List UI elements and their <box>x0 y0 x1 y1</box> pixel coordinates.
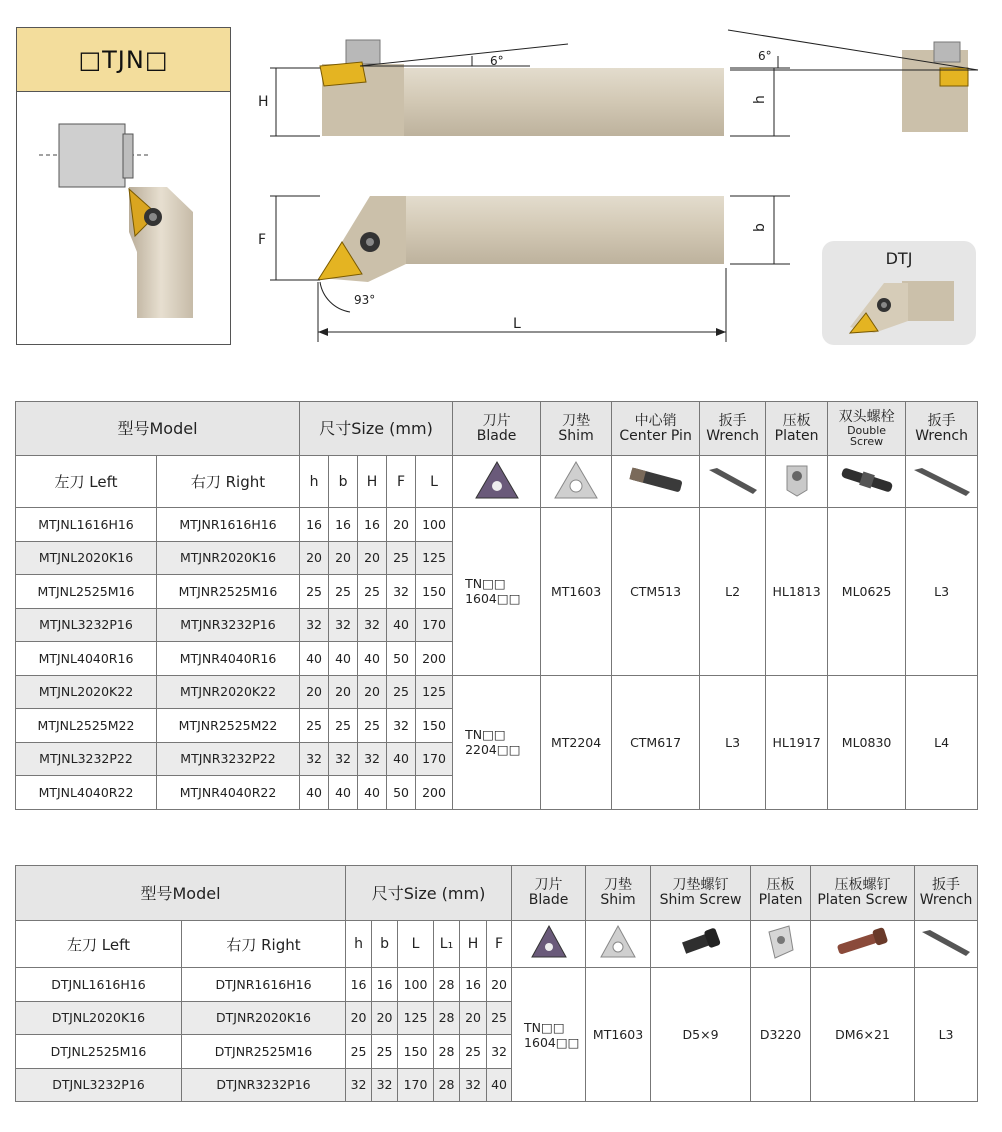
model-cell: MTJNL2525M16 <box>16 575 157 609</box>
wrench-2-image <box>906 456 978 508</box>
model-cell: MTJNR4040R16 <box>157 642 300 676</box>
size-cell: 25 <box>387 675 416 709</box>
size-cell: 16 <box>300 508 329 542</box>
size-cell: 16 <box>372 968 398 1002</box>
col-model: 型号Model <box>16 866 346 921</box>
col-blade: 刀片 Blade <box>453 402 541 456</box>
wrench2-code-cell: L4 <box>906 675 978 809</box>
model-cell: MTJNR2020K22 <box>157 675 300 709</box>
col-F: F <box>487 921 512 968</box>
model-cell: DTJNR3232P16 <box>182 1068 346 1102</box>
wrench-image <box>915 921 978 968</box>
model-cell: DTJNR2525M16 <box>182 1035 346 1069</box>
holder-thumbnail <box>17 92 230 345</box>
size-cell: 40 <box>329 642 358 676</box>
size-cell: 32 <box>358 742 387 776</box>
size-cell: 20 <box>329 541 358 575</box>
center-pin-icon <box>629 467 682 492</box>
screw-code-cell: ML0830 <box>828 675 906 809</box>
wrench-icon <box>709 468 757 494</box>
shimscrew-code-cell: D5×9 <box>651 968 751 1102</box>
col-H: H <box>358 456 387 508</box>
size-cell: 20 <box>487 968 512 1002</box>
platen-code-cell: D3220 <box>751 968 811 1102</box>
wrench-code-cell: L3 <box>700 675 766 809</box>
model-cell: DTJNL1616H16 <box>16 968 182 1002</box>
double-screw-image <box>828 456 906 508</box>
size-cell: 200 <box>416 642 453 676</box>
wrench-2-icon <box>914 468 970 496</box>
blade-code-cell <box>512 968 586 1102</box>
dim-b-label: b <box>752 223 768 232</box>
col-shim-screw: 刀垫螺钉 Shim Screw <box>651 866 751 921</box>
size-cell: 20 <box>387 508 416 542</box>
size-cell: 20 <box>460 1001 487 1035</box>
size-cell: 150 <box>416 709 453 743</box>
shim-code-cell: MT2204 <box>541 675 612 809</box>
size-cell: 125 <box>398 1001 434 1035</box>
platen-image <box>751 921 811 968</box>
size-cell: 28 <box>434 1068 460 1102</box>
model-cell: DTJNL3232P16 <box>16 1068 182 1102</box>
size-cell: 20 <box>358 675 387 709</box>
model-cell: MTJNR3232P22 <box>157 742 300 776</box>
size-cell: 50 <box>387 642 416 676</box>
dtj-label: DTJ <box>885 249 913 268</box>
size-cell: 32 <box>300 608 329 642</box>
size-cell: 100 <box>416 508 453 542</box>
size-cell: 25 <box>300 575 329 609</box>
col-L1: L₁ <box>434 921 460 968</box>
size-cell: 16 <box>460 968 487 1002</box>
col-platen-screw: 压板螺钉 Platen Screw <box>811 866 915 921</box>
platen-image <box>766 456 828 508</box>
size-cell: 16 <box>358 508 387 542</box>
angle-top-label: 6° <box>490 54 504 68</box>
size-cell: 25 <box>300 709 329 743</box>
size-cell: 170 <box>416 742 453 776</box>
col-shim: 刀垫 Shim <box>541 402 612 456</box>
model-cell: MTJNR2525M16 <box>157 575 300 609</box>
size-cell: 25 <box>329 709 358 743</box>
platenscrew-code-cell: DM6×21 <box>811 968 915 1102</box>
dtj-preview-card <box>822 241 976 345</box>
size-cell: 32 <box>358 608 387 642</box>
size-cell: 16 <box>329 508 358 542</box>
size-cell: 32 <box>329 608 358 642</box>
size-cell: 40 <box>387 742 416 776</box>
size-cell: 150 <box>398 1035 434 1069</box>
angle-right-label: 6° <box>758 49 772 63</box>
size-cell: 20 <box>300 541 329 575</box>
shim-code-cell: MT1603 <box>541 508 612 676</box>
model-cell: DTJNL2525M16 <box>16 1035 182 1069</box>
size-cell: 32 <box>372 1068 398 1102</box>
model-cell: DTJNR2020K16 <box>182 1001 346 1035</box>
size-cell: 25 <box>358 575 387 609</box>
insert-icon <box>320 62 366 86</box>
size-cell: 40 <box>300 642 329 676</box>
size-cell: 25 <box>329 575 358 609</box>
table-row <box>16 675 978 709</box>
size-cell: 16 <box>346 968 372 1002</box>
dim-F-label: F <box>258 232 267 248</box>
blade-image <box>453 456 541 508</box>
col-L: L <box>416 456 453 508</box>
size-cell: 20 <box>346 1001 372 1035</box>
wrench-code-cell: L2 <box>700 508 766 676</box>
screw-code-cell: ML0625 <box>828 508 906 676</box>
size-cell: 170 <box>416 608 453 642</box>
size-cell: 40 <box>300 776 329 810</box>
model-cell: MTJNR2020K16 <box>157 541 300 575</box>
blade-code-line: 2204□□ <box>465 742 521 757</box>
size-cell: 50 <box>387 776 416 810</box>
shim-image <box>586 921 651 968</box>
model-cell: MTJNR1616H16 <box>157 508 300 542</box>
wrench2-code-cell: L3 <box>906 508 978 676</box>
col-model: 型号Model <box>16 402 300 456</box>
size-cell: 100 <box>398 968 434 1002</box>
col-center-pin: 中心销 Center Pin <box>612 402 700 456</box>
size-cell: 125 <box>416 675 453 709</box>
platen-code-cell: HL1813 <box>766 508 828 676</box>
size-cell: 20 <box>358 541 387 575</box>
size-cell: 25 <box>346 1035 372 1069</box>
pin-code-cell: CTM617 <box>612 675 700 809</box>
col-size: 尺寸Size (mm) <box>300 402 453 456</box>
size-cell: 32 <box>346 1068 372 1102</box>
model-cell: MTJNR3232P16 <box>157 608 300 642</box>
col-right: 右刀 Right <box>182 921 346 968</box>
col-wrench: 扳手 Wrench <box>700 402 766 456</box>
model-cell: MTJNL3232P16 <box>16 608 157 642</box>
size-cell: 150 <box>416 575 453 609</box>
col-h: h <box>346 921 372 968</box>
col-double-screw: 双头螺栓 Double Screw <box>828 402 906 456</box>
col-blade: 刀片 Blade <box>512 866 586 921</box>
size-cell: 25 <box>372 1035 398 1069</box>
size-cell: 20 <box>329 675 358 709</box>
shim-screw-image <box>651 921 751 968</box>
model-cell: MTJNL2020K16 <box>16 541 157 575</box>
product-title-card <box>16 27 231 345</box>
model-cell: MTJNL4040R16 <box>16 642 157 676</box>
size-cell: 40 <box>487 1068 512 1102</box>
col-left: 左刀 Left <box>16 456 157 508</box>
blade-image <box>512 921 586 968</box>
product-title: □TJN□ <box>17 28 230 92</box>
model-cell: MTJNL2020K22 <box>16 675 157 709</box>
model-cell: MTJNR2525M22 <box>157 709 300 743</box>
shim-image <box>541 456 612 508</box>
col-platen: 压板 Platen <box>751 866 811 921</box>
blade-code-cell <box>453 508 541 676</box>
angle-93-label: 93° <box>354 293 376 307</box>
table-row <box>16 968 978 1002</box>
model-cell: MTJNL1616H16 <box>16 508 157 542</box>
size-cell: 125 <box>416 541 453 575</box>
size-cell: 28 <box>434 1001 460 1035</box>
platen-screw-icon <box>835 927 887 958</box>
blade-code-line: 1604□□ <box>524 1034 580 1050</box>
shim-code-cell: MT1603 <box>586 968 651 1102</box>
size-cell: 25 <box>387 541 416 575</box>
wrench-image <box>700 456 766 508</box>
col-wrench: 扳手 Wrench <box>915 866 978 921</box>
mtjn-spec-table <box>15 401 978 810</box>
col-h: h <box>300 456 329 508</box>
col-F: F <box>387 456 416 508</box>
col-right: 右刀 Right <box>157 456 300 508</box>
wrench-code-cell: L3 <box>915 968 978 1102</box>
model-cell: DTJNL2020K16 <box>16 1001 182 1035</box>
col-b: b <box>372 921 398 968</box>
platen-code-cell: HL1917 <box>766 675 828 809</box>
size-cell: 32 <box>387 575 416 609</box>
col-b: b <box>329 456 358 508</box>
center-pin-image <box>612 456 700 508</box>
size-cell: 25 <box>487 1001 512 1035</box>
dtjn-spec-table <box>15 865 978 1102</box>
size-cell: 40 <box>358 642 387 676</box>
size-cell: 25 <box>460 1035 487 1069</box>
size-cell: 40 <box>387 608 416 642</box>
size-cell: 40 <box>358 776 387 810</box>
blade-code-line: TN□□ <box>465 727 506 742</box>
col-shim: 刀垫 Shim <box>586 866 651 921</box>
double-screw-icon <box>840 465 894 494</box>
size-cell: 170 <box>398 1068 434 1102</box>
size-cell: 32 <box>329 742 358 776</box>
model-cell: MTJNL4040R22 <box>16 776 157 810</box>
wrench-icon <box>922 930 970 956</box>
model-cell: MTJNR4040R22 <box>157 776 300 810</box>
dim-H-label: H <box>258 94 269 110</box>
dim-L-label: L <box>513 316 521 332</box>
size-cell: 32 <box>460 1068 487 1102</box>
size-cell: 32 <box>387 709 416 743</box>
col-platen: 压板 Platen <box>766 402 828 456</box>
size-cell: 20 <box>300 675 329 709</box>
size-cell: 32 <box>487 1035 512 1069</box>
size-cell: 200 <box>416 776 453 810</box>
size-cell: 20 <box>372 1001 398 1035</box>
shim-screw-icon <box>681 927 721 956</box>
blade-insert-icon <box>476 462 518 498</box>
model-cell: MTJNL2525M22 <box>16 709 157 743</box>
model-cell: DTJNR1616H16 <box>182 968 346 1002</box>
blade-code-line: TN□□ <box>465 576 506 592</box>
table-row <box>16 508 978 542</box>
pin-code-cell: CTM513 <box>612 508 700 676</box>
col-wrench-2: 扳手 Wrench <box>906 402 978 456</box>
blade-insert-icon <box>532 926 566 957</box>
blade-code-line: TN□□ <box>524 1019 565 1035</box>
size-cell: 28 <box>434 1035 460 1069</box>
size-cell: 28 <box>434 968 460 1002</box>
blade-code-line: 1604□□ <box>465 591 521 607</box>
blade-code-cell <box>453 675 541 809</box>
dtj-thumbnail <box>844 277 956 339</box>
col-L: L <box>398 921 434 968</box>
dim-h-label: h <box>752 95 768 104</box>
col-size: 尺寸Size (mm) <box>346 866 512 921</box>
size-cell: 25 <box>358 709 387 743</box>
col-left: 左刀 Left <box>16 921 182 968</box>
col-H: H <box>460 921 487 968</box>
size-cell: 40 <box>329 776 358 810</box>
platen-screw-image <box>811 921 915 968</box>
size-cell: 32 <box>300 742 329 776</box>
model-cell: MTJNL3232P22 <box>16 742 157 776</box>
